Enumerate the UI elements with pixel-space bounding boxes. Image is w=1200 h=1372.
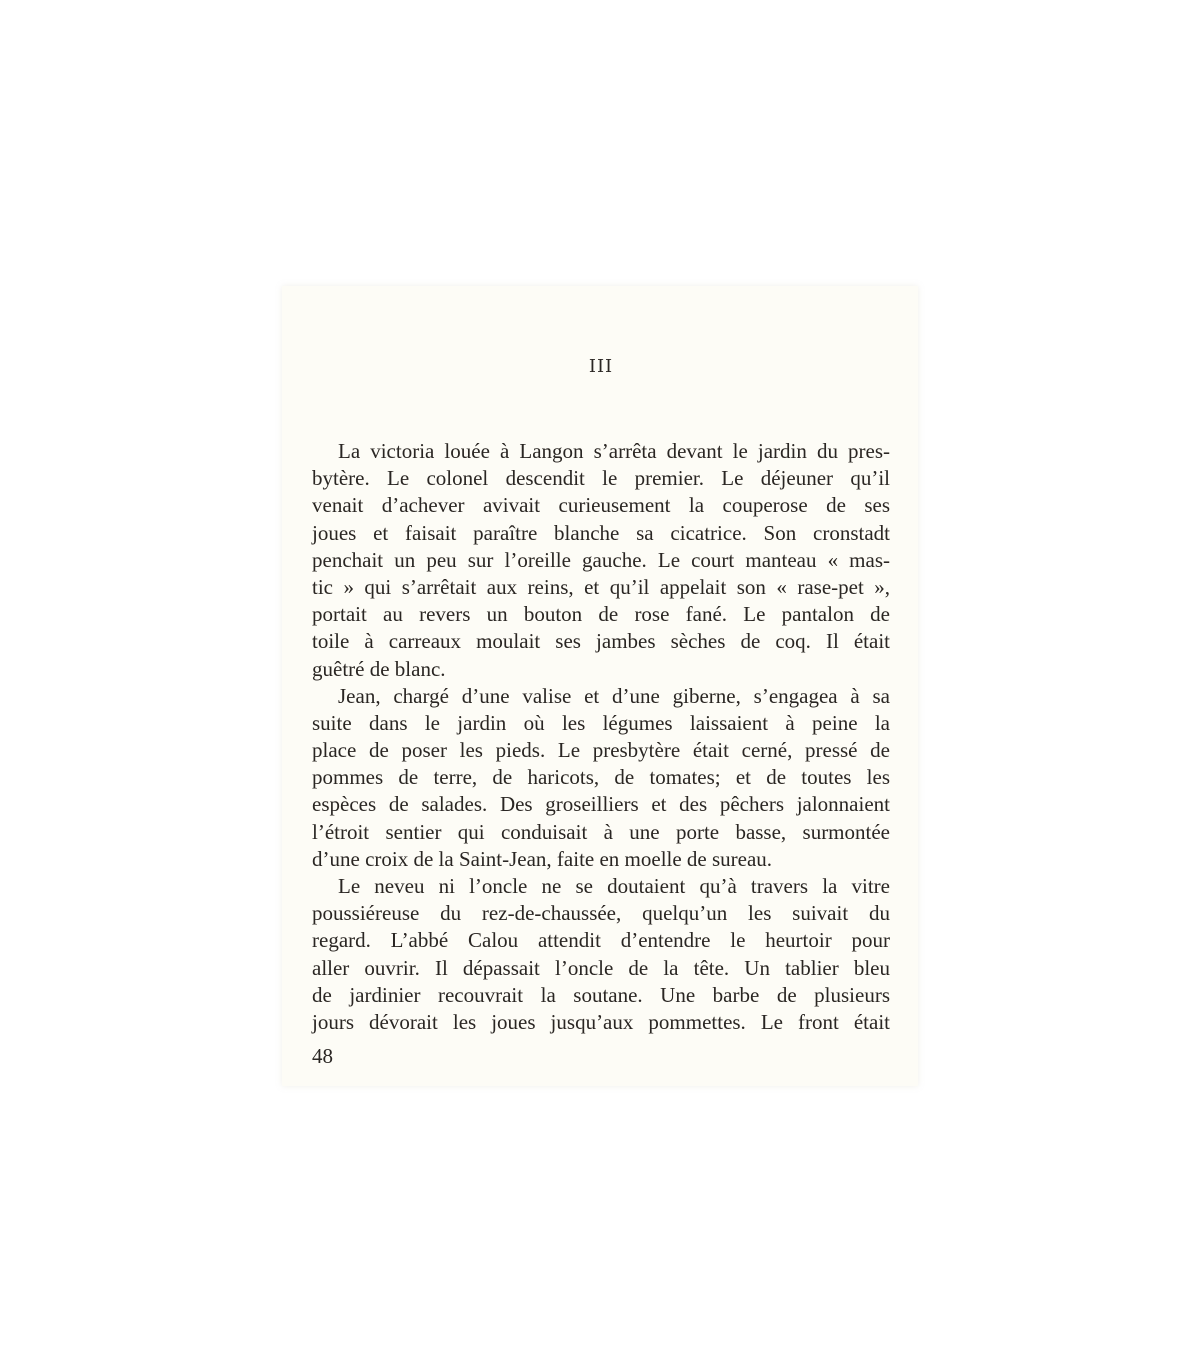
text-line: La victoria louée à Langon s’arrêta devant le jardin du pres- — [338, 439, 890, 463]
text-line: joues et faisait paraître blanche sa cicatrice. Son cronstadt — [312, 520, 890, 545]
text-line: aller ouvrir. Il dépassait l’oncle de la tête. Un tablier bleu — [312, 955, 890, 980]
text-line: penchait un peu sur l’oreille gauche. Le court manteau « mas- — [312, 547, 890, 572]
text-line: de jardinier recouvrait la soutane. Une barbe de plusieurs — [312, 982, 890, 1007]
text-line: poussiéreuse du rez-de-chaussée, quelqu’un les suivait du — [312, 901, 890, 926]
text-line: suite dans le jardin où les légumes laissaient à peine la — [312, 710, 890, 735]
text-line: Jean, chargé d’une valise et d’une giberne, s’engagea à sa — [338, 683, 890, 708]
page-number: 48 — [312, 1044, 333, 1068]
text-line: guêtré de blanc. — [312, 656, 446, 681]
text-line: Le neveu ni l’oncle ne se doutaient qu’à travers la vitre — [338, 874, 890, 898]
text-line: l’étroit sentier qui conduisait à une porte basse, surmontée — [312, 819, 890, 844]
text-line: tic » qui s’arrêtait aux reins, et qu’il appelait son « rase-pet », — [312, 574, 890, 599]
body-text — [312, 438, 890, 1036]
text-line: bytère. Le colonel descendit le premier. Le déjeuner qu’il — [312, 466, 890, 491]
text-line: regard. L’abbé Calou attendit d’entendre le heurtoir pour — [312, 928, 890, 953]
text-line: portait au revers un bouton de rose fané. Le pantalon de — [312, 602, 890, 627]
text-line: place de poser les pieds. Le presbytère était cerné, pressé de — [312, 738, 890, 763]
chapter-number: III — [588, 356, 614, 377]
text-line: venait d’achever avivait curieusement la couperose de ses — [312, 493, 890, 518]
text-line: pommes de terre, de haricots, de tomates; et de toutes les — [312, 765, 890, 790]
text-line: toile à carreaux moulait ses jambes sèches de coq. Il était — [312, 629, 890, 654]
text-line: d’une croix de la Saint-Jean, faite en moelle de sureau. — [312, 846, 773, 871]
text-line: espèces de salades. Des groseilliers et des pêchers jalonnaient — [312, 792, 890, 817]
text-line: jours dévorait les joues jusqu’aux pommettes. Le front était — [312, 1009, 890, 1034]
